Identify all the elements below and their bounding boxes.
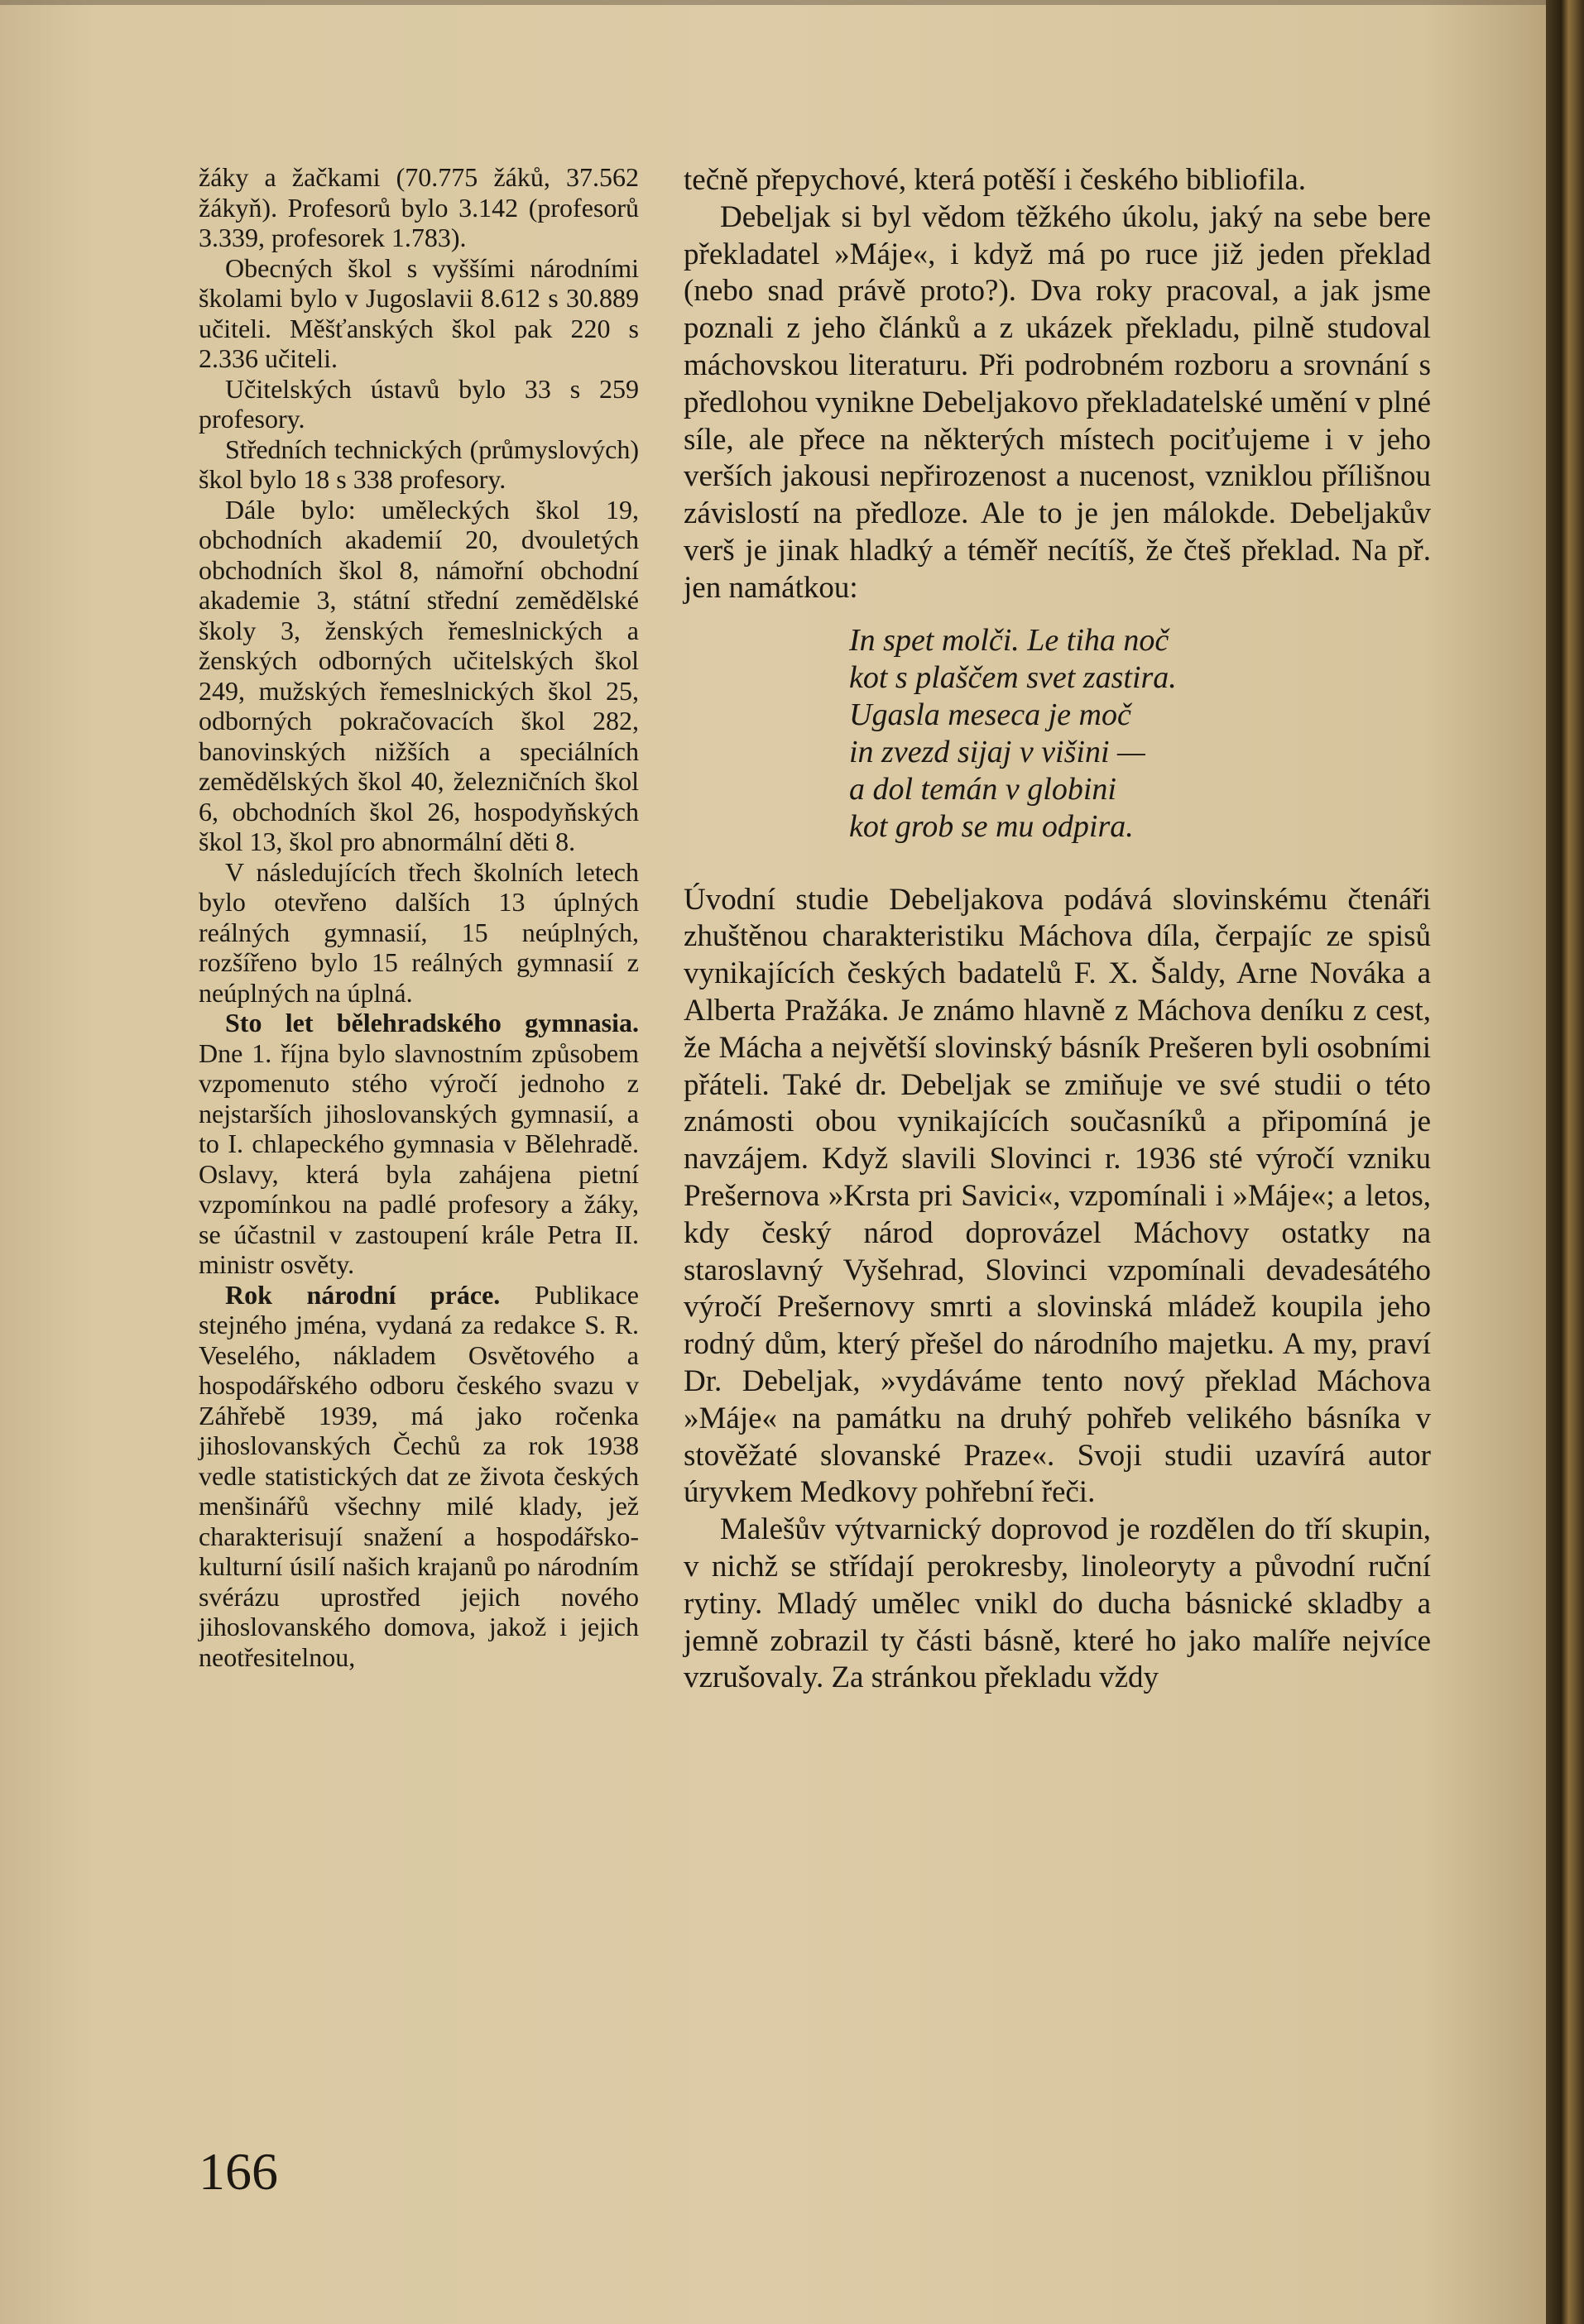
poem-line: kot s plaščem svet zastira.	[849, 659, 1177, 695]
poem-line: Ugasla meseca je moč	[849, 697, 1131, 732]
paragraph: Středních technických (průmyslových) škol bylo 18 s 338 profesory.	[199, 434, 639, 494]
top-edge	[0, 0, 1546, 5]
section-heading: Rok národní práce.	[225, 1279, 501, 1310]
poem-line: In spet molči. Le tiha noč	[849, 622, 1169, 658]
page-number: 166	[199, 2142, 278, 2201]
paragraph-lead: V následujících třech školních letech bylo otevřeno dalších 13 úplných reálných gymnasií, 15 neúplných, rozšířeno bylo 15 reálných gymnasií z neúplných na úplná.	[199, 856, 639, 1008]
paragraph-text: Dne 1. října bylo slavnostním způsobem vzpomenuto stého výročí jednoho z nejstarších jihoslovanských gymnasií, a to I. chlapeckého gymnasia v Bělehradě. Oslavy, která byla zahájena pietní vzpomínkou na padlé profesory a žáky, se účastnil v zastoupení krále Petra II. ministr osvěty.	[199, 1037, 639, 1279]
paragraph: tečně přepychové, která potěší i českého bibliofila.	[684, 163, 1307, 197]
paragraph: Dále bylo: uměleckých škol 19, obchodních akademií 20, dvouletých obchodních škol 8, námořní obchodní akademie 3, státní střední zemědělské školy 3, ženských řemeslnických a ženských odborných učitelských škol 249, mužských řemeslnických škol 25, odborných pokračovacích škol 282, banovinských nižších a speciálních zemědělských škol 40, železničních škol 6, obchodních škol 26, hospodyňských škol 13, škol pro abnormální děti 8.	[199, 494, 639, 856]
book-spine	[1546, 0, 1584, 2324]
paragraph	[199, 1280, 639, 1673]
paragraph: žáky a žačkami (70.775 žáků, 37.562 žákyň). Profesorů bylo 3.142 (profesorů 3.339, profesorek 1.783).	[199, 162, 639, 252]
poem-line: kot grob se mu odpira.	[849, 808, 1134, 844]
paragraph: Malešův výtvarnický doprovod je rozdělen do tří skupin, v nichž se střídají perokresby, linoleoryty a původní ruční rytiny. Mladý umělec vnikl do ducha básnické skladby a jemně zobrazil ty části básně, které ho jako malíře nejvíce vzrušovaly. Za stránkou překladu vždy	[684, 1512, 1431, 1695]
poem-line: in zvezd sijaj v višini —	[849, 734, 1145, 769]
paragraph	[199, 1008, 639, 1280]
left-column	[199, 162, 639, 1672]
paragraph: Úvodní studie Debeljakova podává slovinskému čtenáři zhuštěnou charakteristiku Máchova díla, čerpajíc ze spisů vynikajících českých badatelů F. X. Šaldy, Arne Nováka a Alberta Pražáka. Je známo hlavně z Máchova deníku z cest, že Mácha a největší slovinský básník Prešeren byli osobními přáteli. Také dr. Debeljak se zmiňuje ve své studii o této známosti obou vynikajících současníků a připomíná je navzájem. Když slavili Slovinci r. 1936 sté výročí vzniku Prešernova »Krsta pri Savici«, vzpomínali i »Máje«; a letos, kdy český národ doprovázel Máchovy ostatky na staroslavný Vyšehrad, Slovinci vzpomínali devadesátého výročí Prešernovy smrti a slovinská mládež koupila jeho rodný dům, který přešel do národního majetku. A my, praví Dr. Debeljak, »vydáváme tento nový překlad Máchova »Máje« na památku na druhý pohřeb velikého básníka v stověžaté slovanské Praze«. Svoji studii uzavírá autor úryvkem Medkovy pohřební řeči.	[684, 882, 1431, 1510]
poem-line: a dol temán v globini	[849, 771, 1116, 807]
paragraph: Obecných škol s vyššími národními školami bylo v Jugoslavii 8.612 s 30.889 učiteli. Měšťanských škol pak 220 s 2.336 učiteli.	[199, 252, 639, 373]
paragraph-text: Publikace stejného jména, vydaná za redakce S. R. Veselého, nákladem Osvětového a hospodářského odboru českého svazu v Záhřebě 1939, má jako ročenka jihoslovanských Čechů za rok 1938 vedle statistických dat ze života českých menšinářů všechny milé klady, jež charakterisují snažení a hospodářsko-kulturní úsilí našich krajanů po národním svérázu uprostřed jejich nového jihoslovanského domova, jakož i jejich neotřesitelnou,	[199, 1279, 639, 1672]
paragraph	[199, 857, 639, 1009]
paragraph: Učitelských ústavů bylo 33 s 259 profesory.	[199, 373, 639, 434]
section-heading: Sto let bělehradského gymnasia.	[225, 1008, 639, 1037]
poem-quote	[849, 622, 1431, 846]
right-column	[684, 162, 1431, 1697]
paragraph: Debeljak si byl vědom těžkého úkolu, jaký na sebe bere překladatel »Máje«, i když má po ruce již jeden překlad (nebo snad právě proto?). Dva roky pracoval, a jak jsme poznali z jeho článků a z ukázek překladu, pilně studoval máchovskou literaturu. Při podrobném rozboru a srovnání s předlohou vynikne Debeljakovo překladatelské umění v plné síle, ale přece na některých místech pociťujeme i v jeho verších jakousi nepřirozenost a nucenost, vzniklou přílišnou závislostí na předloze. Ale to je jen málokde. Debeljakův verš je jinak hladký a téměř necítíš, že čteš překlad. Na př. jen namátkou:	[684, 199, 1431, 605]
